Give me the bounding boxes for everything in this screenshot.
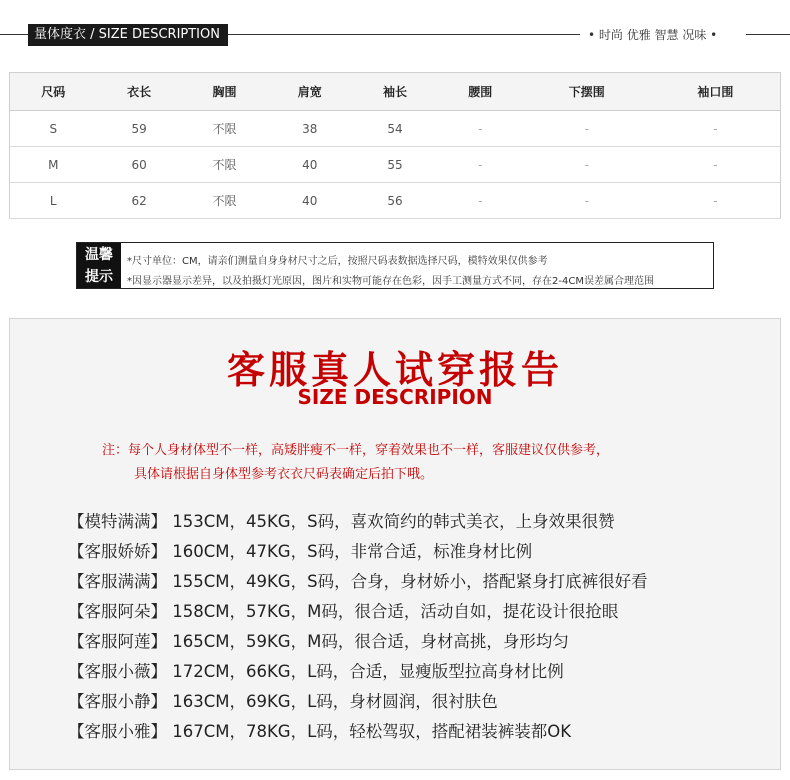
cell-length: 62 <box>97 183 182 219</box>
list-item: 【客服小薇】 172CM，66KG，L码，合适，显瘦版型拉高身材比例 <box>68 662 564 681</box>
report-note-line1: 注：每个人身材体型不一样，高矮胖瘦不一样，穿着效果也不一样，客服建议仅供参考， <box>102 443 610 458</box>
cell-sleeve: 54 <box>352 111 437 147</box>
list-item: 【客服满满】 155CM，49KG，S码，合身，身材娇小，搭配紧身打底裤很好看 <box>68 572 648 591</box>
section-header <box>0 0 790 62</box>
cell-size: M <box>10 147 97 183</box>
report-subtitle: SIZE DESCRIPION <box>297 385 493 409</box>
cell-hem: - <box>523 147 651 183</box>
col-header-cuff: 袖口围 <box>651 73 781 111</box>
header-tagline: • 时尚 优雅 智慧 况味 • <box>588 28 718 42</box>
size-table <box>9 72 781 219</box>
cell-waist: - <box>438 111 523 147</box>
fitting-report-list <box>68 507 648 747</box>
tips-label-line2: 提示 <box>85 269 113 285</box>
cell-waist: - <box>438 183 523 219</box>
header-rule-right <box>746 34 790 35</box>
cell-chest: 不限 <box>182 147 267 183</box>
report-title: 客服真人试穿报告 <box>226 348 563 392</box>
cell-sleeve: 55 <box>352 147 437 183</box>
col-header-size: 尺码 <box>10 73 97 111</box>
cell-cuff: - <box>651 183 781 219</box>
cell-hem: - <box>523 111 651 147</box>
tips-box <box>76 242 714 289</box>
list-item: 【客服小雅】 167CM，78KG，L码，轻松驾驭，搭配裙装裤装都OK <box>68 722 572 741</box>
cell-hem: - <box>523 183 651 219</box>
cell-chest: 不限 <box>182 183 267 219</box>
list-item: 【客服小静】 163CM，69KG，L码，身材圆润，很衬肤色 <box>68 692 498 711</box>
list-item: 【模特满满】 153CM，45KG，S码，喜欢简约的韩式美衣，上身效果很赞 <box>68 512 615 531</box>
tips-text-display: *因显示器显示差异，以及拍摄灯光原因，图片和实物可能存在色彩，因手工测量方式不同，存在2-4CM误差属合理范围 <box>127 276 654 287</box>
cell-sleeve: 56 <box>352 183 437 219</box>
cell-shoulder: 40 <box>267 147 352 183</box>
cell-shoulder: 38 <box>267 111 352 147</box>
cell-length: 59 <box>97 111 182 147</box>
cell-shoulder: 40 <box>267 183 352 219</box>
cell-length: 60 <box>97 147 182 183</box>
cell-waist: - <box>438 147 523 183</box>
cell-chest: 不限 <box>182 111 267 147</box>
tips-text-unit: *尺寸单位：CM，请亲们测量自身身材尺寸之后，按照尺码表数据选择尺码，模特效果仅供参考 <box>127 256 548 267</box>
header-rule-left <box>0 34 28 35</box>
table-row <box>10 147 781 183</box>
table-row <box>10 111 781 147</box>
col-header-hem: 下摆围 <box>523 73 651 111</box>
header-title: 量体度衣 / SIZE DESCRIPTION <box>28 24 228 46</box>
col-header-chest: 胸围 <box>182 73 267 111</box>
tips-label-line1: 温馨 <box>85 247 113 263</box>
cell-size: L <box>10 183 97 219</box>
fitting-report-panel <box>9 318 781 770</box>
list-item: 【客服娇娇】 160CM，47KG，S码，非常合适，标准身材比例 <box>68 542 533 561</box>
col-header-shoulder: 肩宽 <box>267 73 352 111</box>
size-table-header-row <box>10 73 781 111</box>
report-note-line2: 具体请根据自身体型参考衣衣尺码表确定后拍下哦。 <box>134 467 434 482</box>
col-header-sleeve: 袖长 <box>352 73 437 111</box>
header-rule-middle <box>228 34 580 35</box>
tips-label <box>77 243 121 288</box>
table-row <box>10 183 781 219</box>
cell-size: S <box>10 111 97 147</box>
list-item: 【客服阿莲】 165CM，59KG，M码，很合适，身材高挑，身形均匀 <box>68 632 569 651</box>
col-header-waist: 腰围 <box>438 73 523 111</box>
cell-cuff: - <box>651 111 781 147</box>
list-item: 【客服阿朵】 158CM，57KG，M码，很合适，活动自如，提花设计很抢眼 <box>68 602 619 621</box>
cell-cuff: - <box>651 147 781 183</box>
col-header-length: 衣长 <box>97 73 182 111</box>
